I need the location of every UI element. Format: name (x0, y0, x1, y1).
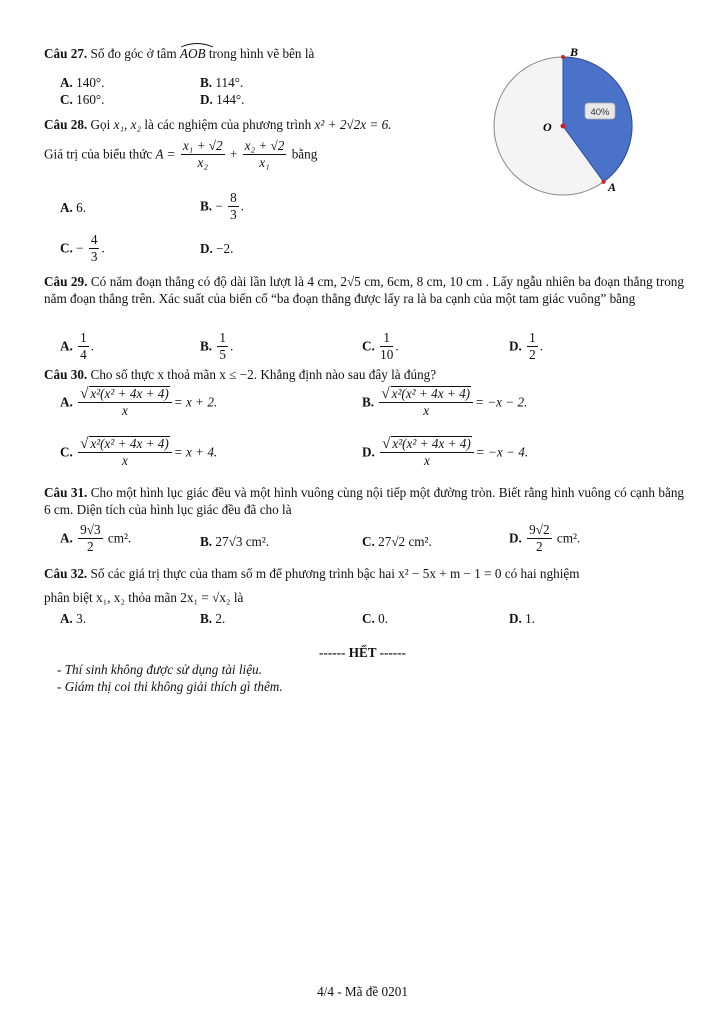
question-29 (44, 273, 684, 307)
q27-option-b[interactable]: B. 114°. (200, 75, 244, 90)
question-text-after: trong hình vẽ bên là (208, 46, 315, 61)
q31-option-a[interactable]: A. $\frac{9√3}{2}$ cm². (60, 522, 132, 554)
q31-option-c[interactable]: C. 27√2 cm². (362, 534, 432, 549)
radical-icon: √ (80, 436, 89, 452)
question-27 (44, 42, 314, 62)
question-label: Câu 27. (44, 46, 88, 61)
q29-option-c[interactable]: C. $\frac{1}{10}$ . (362, 330, 399, 362)
q30-option-d[interactable]: D. $\frac{\text{√ x²(x² + 4x + 4)}}{x}$ = −x − 4. (362, 436, 529, 468)
arc-mark-icon (180, 42, 214, 48)
point-o-dot (561, 124, 566, 129)
point-b-label: B (570, 45, 579, 59)
q27-option-c[interactable]: C. 160°. (60, 92, 105, 107)
q28-option-b[interactable]: B. − $\frac{8}{3}$ . (200, 190, 245, 222)
question-label: Câu 32. (44, 566, 88, 581)
question-label: Câu 29. (44, 274, 88, 289)
question-text: Có năm đoạn thẳng có độ dài lần lượt là 4 cm, 2√5 cm, 6cm, 8 cm, 10 cm . Lấy ngẫu nhiên ba đoạn thẳng trong năm đoạn thẳng trên. Xác suất của biến cố “ba đoạn thẳng được lấy ra là ba cạnh của một tam giác vuông” bằng (44, 274, 684, 306)
radical-icon: √ (382, 436, 391, 452)
page-footer: 4/4 - Mã đề 0201 (317, 984, 408, 999)
point-a-label: A (608, 180, 617, 194)
circle-sector-figure (490, 45, 650, 205)
q30-option-b[interactable]: B. $\frac{\text{√ x²(x² + 4x + 4)}}{x}$ = −x − 2. (362, 386, 528, 418)
point-b-dot (561, 55, 565, 59)
q28-option-d[interactable]: D. −2. (200, 241, 234, 256)
question-text: Cho một hình lục giác đều và một hình vuông cùng nội tiếp một đường tròn. Biết rằng hình vuông có cạnh bằng 6 cm. Diện tích của hình lục giác đều đã cho là (44, 485, 685, 517)
question-30 (44, 367, 436, 383)
end-marker: ------ HẾT ------ (319, 645, 406, 660)
q27-option-a[interactable]: A. 140°. (60, 75, 105, 90)
percent-label: 40% (590, 107, 610, 118)
q30-option-a[interactable]: A. $\frac{\text{√ x²(x² + 4x + 4)}}{x}$ = x + 2. (60, 386, 218, 418)
q28-option-c[interactable]: C. − $\frac{4}{3}$ . (60, 232, 105, 264)
q28-expression-line: Giá trị của biểu thức A = $\frac{\text{x₁ + √2}}{\text{x₂}}$ + $\frac{\text{x₂ + √2}}{\text{x₁}}$ bằng (44, 138, 318, 170)
radical-icon: √ (381, 386, 390, 402)
point-a-dot (602, 180, 606, 184)
question-label: Câu 28. (44, 117, 88, 132)
q32-option-b[interactable]: B. 2. (200, 611, 226, 626)
q29-option-b[interactable]: B. $\frac{1}{5}$ . (200, 330, 234, 362)
question-text: Cho số thực x thoả mãn x ≤ −2. Khẳng định nào sau đây là đúng? (90, 367, 437, 382)
question-32 (44, 566, 580, 582)
variables: x₁, x₂ (113, 117, 142, 132)
q32-option-d[interactable]: D. 1. (509, 611, 536, 626)
question-32-line-2: phân biệt x₁, x₂ thỏa mãn 2x₁ = √x₂ là (44, 590, 244, 605)
fraction-1: $\frac{\text{x₁ + √2}}{\text{x₂}}$ (182, 138, 223, 170)
point-o-label: O (543, 120, 552, 134)
question-label: Câu 30. (44, 367, 88, 382)
q31-option-b[interactable]: B. 27√3 cm². (200, 534, 270, 549)
q30-option-c[interactable]: C. $\frac{\text{√ x²(x² + 4x + 4)}}{x}$ = x + 4. (60, 436, 218, 468)
q32-option-c[interactable]: C. 0. (362, 611, 389, 626)
question-28: Câu 28. Gọi x₁, x₂ là các nghiệm của phương trình x² + 2√2x = 6. (44, 117, 392, 132)
fraction-2: $\frac{\text{x₂ + √2}}{\text{x₁}}$ (244, 138, 285, 170)
q31-option-d[interactable]: D. $\frac{9√2}{2}$ cm². (509, 522, 581, 554)
angle-aob: AOB (180, 42, 206, 62)
question-text: Số các giá trị thực của tham số m để phương trình bậc hai x² − 5x + m − 1 = 0 có hai nghiệm (90, 566, 580, 581)
question-label: Câu 31. (44, 485, 88, 500)
note-1: - Thí sinh không được sử dụng tài liệu. (57, 662, 262, 677)
note-2: - Giám thị coi thi không giải thích gì thêm. (57, 679, 283, 694)
q29-option-d[interactable]: D. $\frac{1}{2}$ . (509, 330, 544, 362)
question-31 (44, 484, 684, 518)
equation: x² + 2√2x = 6. (314, 117, 392, 132)
radical-icon: √ (80, 386, 89, 402)
q28-option-a[interactable]: A. 6. (60, 200, 87, 215)
question-text: Số đo góc ở tâm (90, 46, 177, 61)
q32-option-a[interactable]: A. 3. (60, 611, 87, 626)
q27-option-d[interactable]: D. 144°. (200, 92, 245, 107)
q29-option-a[interactable]: A. $\frac{1}{4}$ . (60, 330, 95, 362)
